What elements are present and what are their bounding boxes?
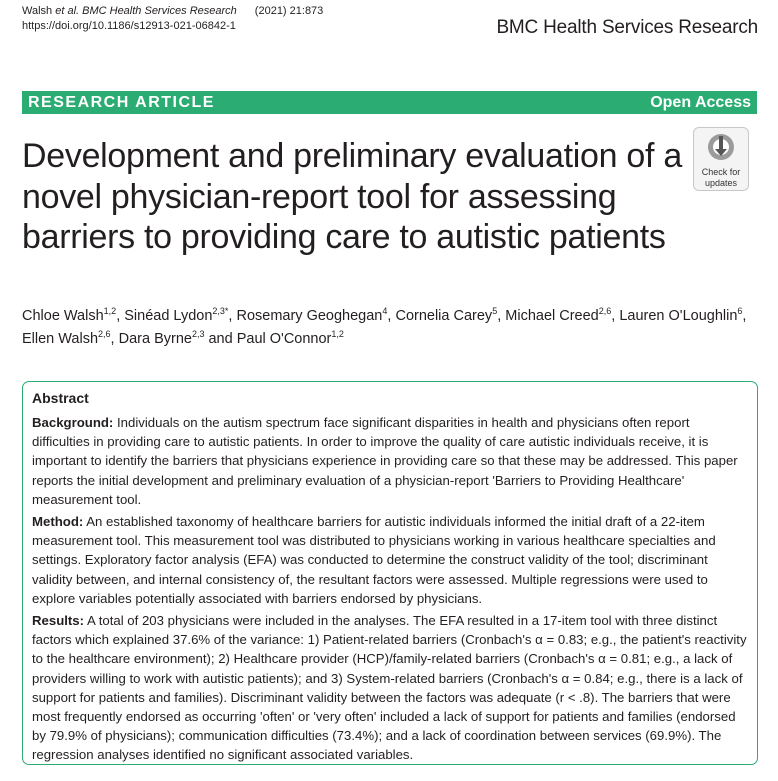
citation-header [22, 4, 323, 34]
author: Chloe Walsh$^{1,2}$, [22, 306, 125, 324]
journal-name: BMC Health Services Research [496, 17, 758, 38]
abstract-box [22, 381, 758, 765]
article-title: Development and preliminary evaluation of a novel physician-report tool for assessing barriers to providing care to autistic patients [22, 137, 682, 256]
author-list [22, 305, 762, 351]
abstract-results: Results: A total of 203 physicians were included in the analyses. The EFA resulted in a 17-item tool with three distinct factors which explained 37.6% of the variance: 1) Patient-related barriers (Cronbach's α = 0.83; e.g., the patient's reactivity to the healthcare environment); 2) Healthcare provider (HCP)/family-related barriers (Cronbach's α = 0.81; e.g., a lack of providers willing to work with autistic patients); and 3) System-related barriers (Cronbach's α = 0.84; e.g., there is a lack of support for patients and families). Discriminant validity between the factors was adequate (r < .8). The barriers that were most frequently endorsed as occurring 'often' or 'very often' included a lack of support for patients and families (endorsed by 79.9% of physicians); communication difficulties (73.4%); and a lack of coordination between services (69.9%). The regression analyses identified no significant associated variables. [32, 613, 747, 763]
check-for-updates-line1: Check for [701, 167, 741, 177]
author: Ellen Walsh$^{2,6}$, [22, 329, 119, 347]
abstract-heading: Abstract [32, 390, 89, 406]
abstract-method: Method: An established taxonomy of healthcare barriers for autistic individuals informed the initial draft of a 22-item measurement tool. This measurement tool was distributed to physicians working in various healthcare specialties and settings. Exploratory factor analysis (EFA) was conducted to determine the construct validity of the tool; discriminant validity between, and internal consistency of, the resultant factors were assessed. Multiple regressions were used to explore variables potentially associated with barriers endorsed by physicians. [32, 514, 716, 606]
citation-authors: Walsh [22, 5, 53, 17]
open-access-label: Open Access [650, 93, 751, 111]
check-for-updates-badge[interactable] [693, 127, 749, 191]
citation-year: (2021) 21:873 [254, 5, 324, 17]
citation-line [22, 4, 323, 19]
author: Michael Creed$^{2,6}$, [505, 306, 620, 324]
check-for-updates-line2: updates [704, 178, 738, 188]
author: Paul O'Connor$^{1,2}$ [236, 329, 344, 347]
check-for-updates-icon [701, 132, 741, 166]
doi-link[interactable]: https://doi.org/10.1186/s12913-021-06842-1 [22, 20, 236, 32]
author: Cornelia Carey$^5$, [395, 306, 506, 324]
article-type-banner [22, 91, 757, 114]
author: Rosemary Geoghegan$^4$, [236, 306, 396, 324]
citation-journal: et al. BMC Health Services Research [55, 5, 237, 17]
article-type-label: RESEARCH ARTICLE [28, 93, 215, 111]
author: Dara Byrne$^{2,3}$ and [118, 329, 237, 347]
author: Lauren O'Loughlin$^6$, [619, 306, 747, 324]
author: Sinéad Lydon$^{2,3*}$, [124, 306, 237, 324]
abstract-background: Background: Individuals on the autism spectrum face significant disparities in health and physicians often report difficulties in providing care to autistic patients. In order to improve the quality of care autistic individuals receive, it is important to identify the barriers that physicians experience in providing care so that these may be addressed. This paper reports the initial development and preliminary evaluation of a physician-report 'Barriers to Providing Healthcare' measurement tool. [32, 415, 738, 507]
